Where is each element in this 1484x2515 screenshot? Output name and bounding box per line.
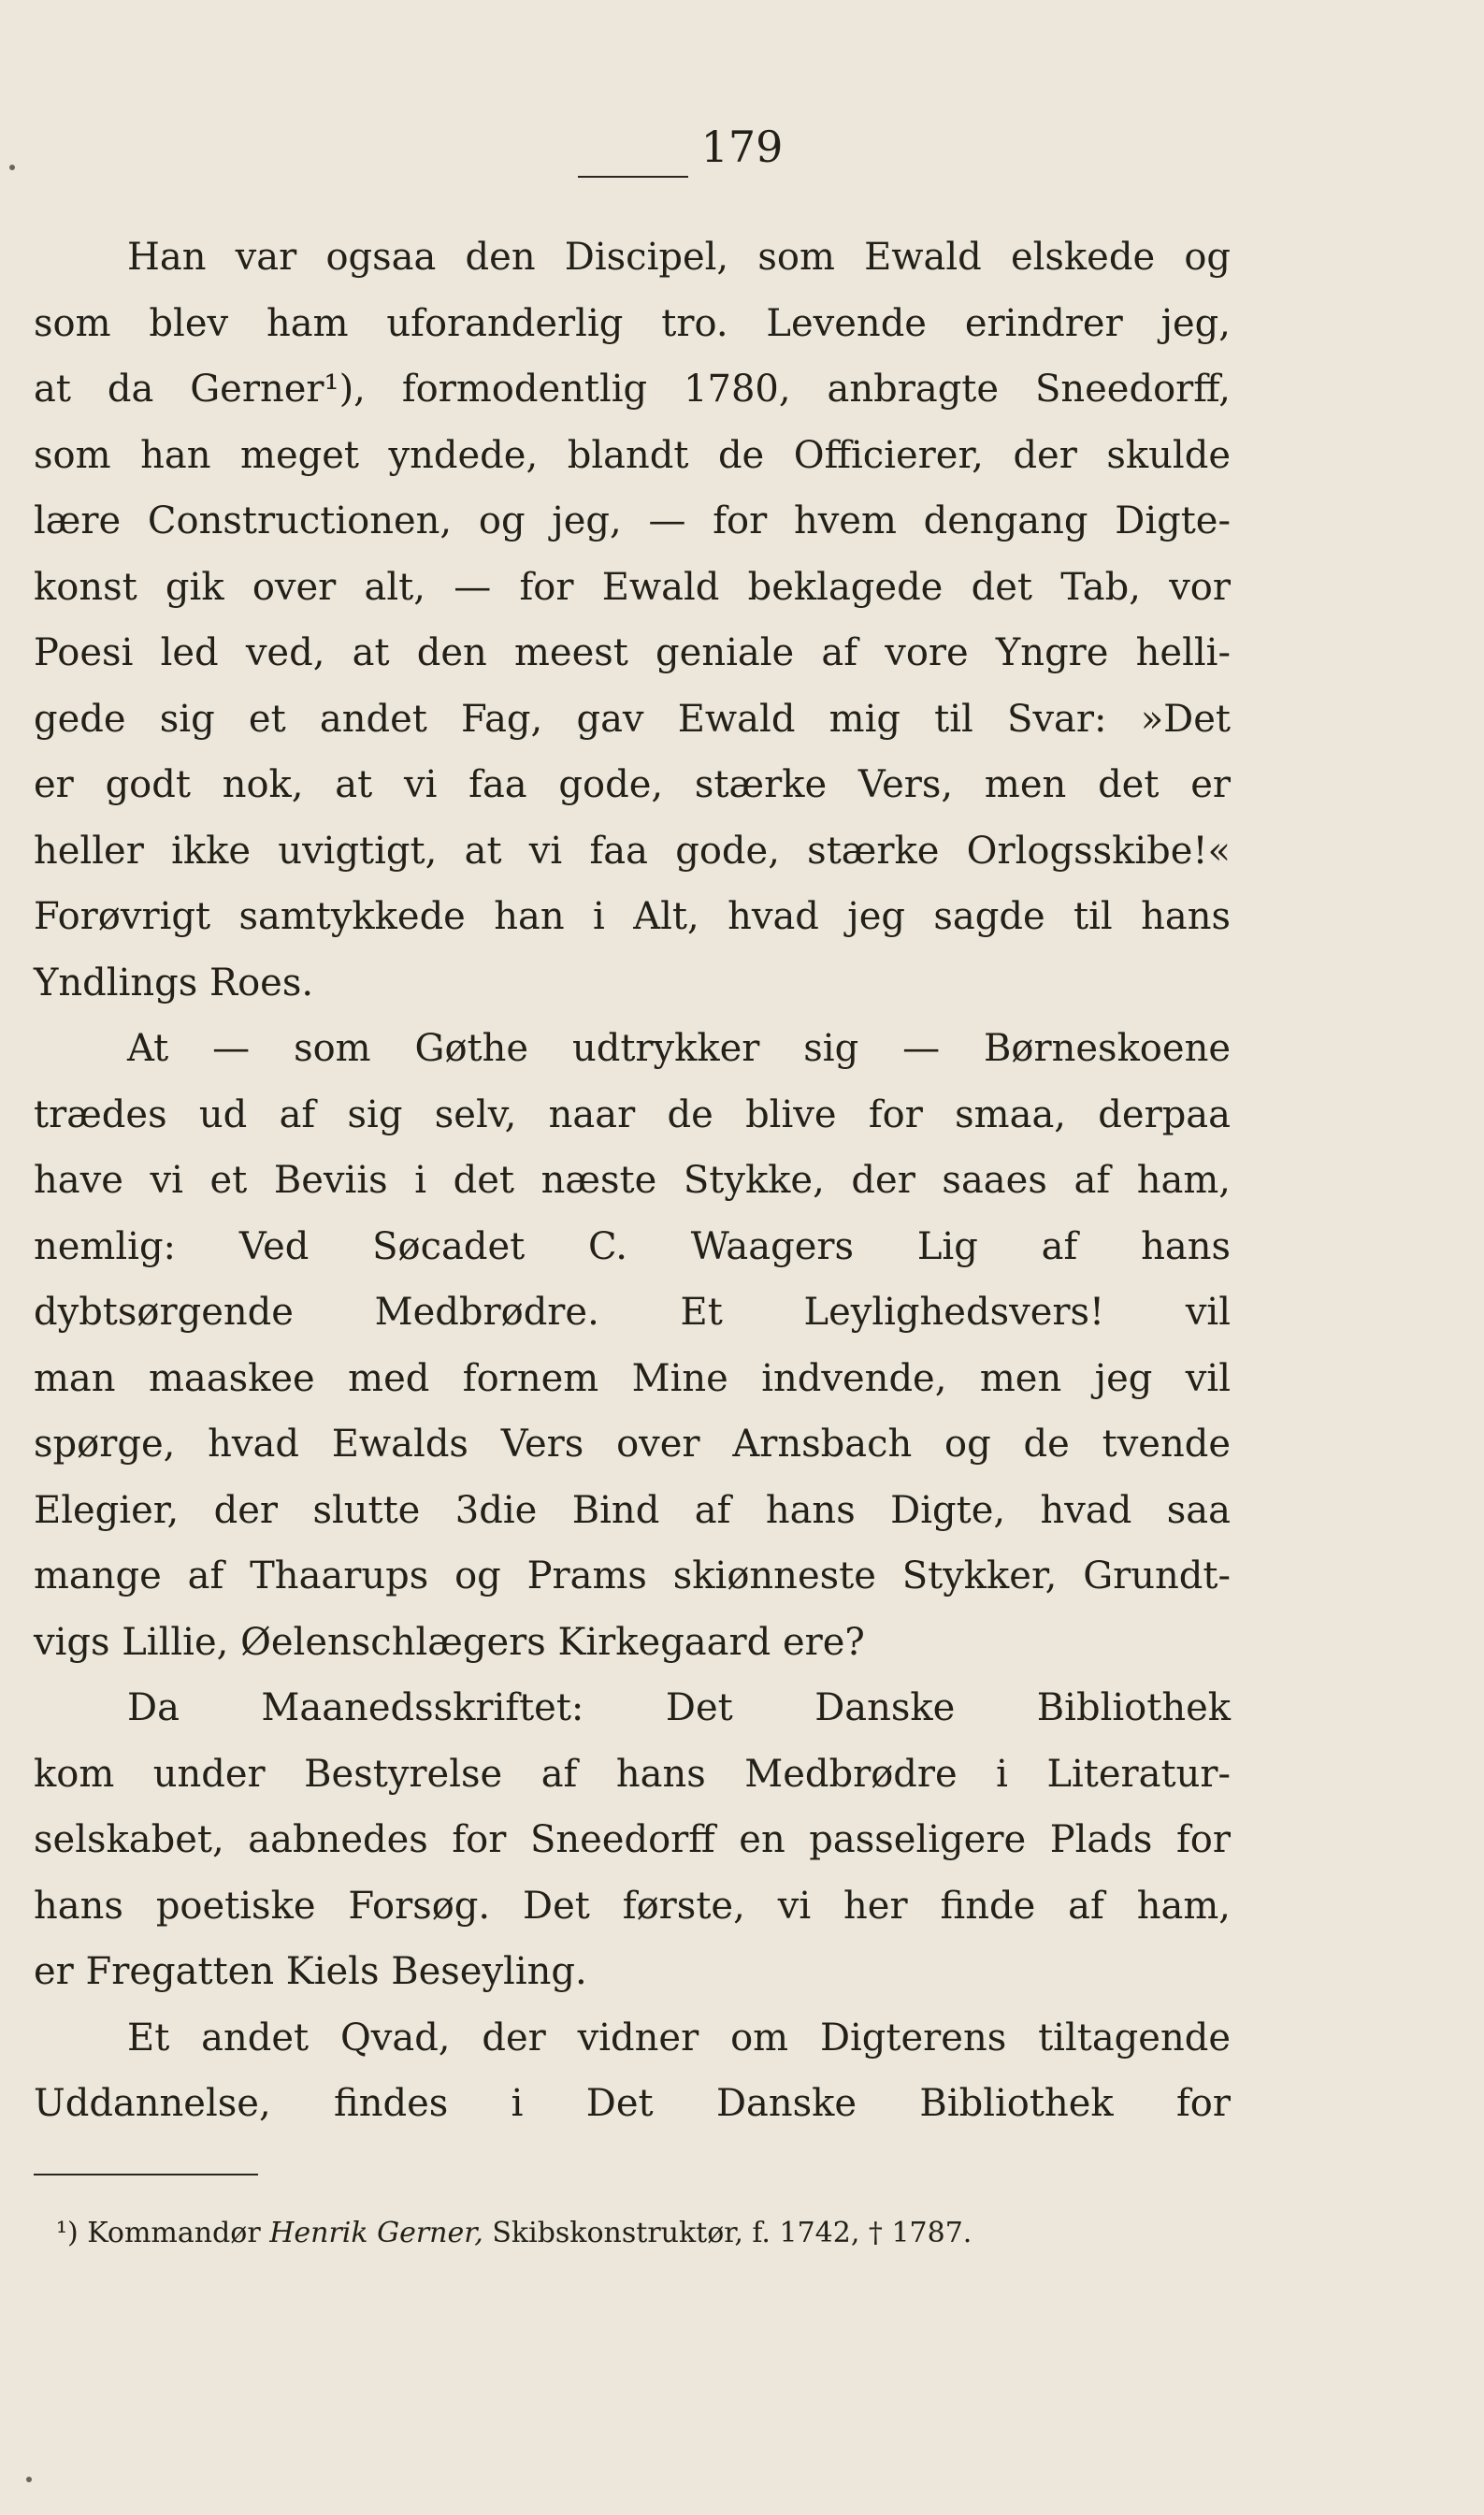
page-number: 179	[700, 122, 784, 172]
footnote-suffix: Skibskonstruktør, f. 1742, † 1787.	[492, 2217, 973, 2249]
text-line: konst gik over alt, — for Ewald beklagede det Tab, vor	[34, 565, 1231, 609]
text-line: man maaskee med fornem Mine indvende, men jeg vil	[34, 1356, 1231, 1400]
text-line: Forøvrigt samtykkede han i Alt, hvad jeg sagde til hans	[34, 895, 1231, 938]
text-line: vigs Lillie, Øelenschlægers Kirkegaard ere?	[34, 1620, 865, 1664]
footnote	[56, 2217, 972, 2249]
text-line: Uddannelse, findes i Det Danske Bibliothek for	[34, 2082, 1231, 2125]
page-number-rule	[578, 176, 688, 178]
print-speck	[26, 2477, 32, 2482]
text-line: som han meget yndede, blandt de Officierer, der skulde	[34, 433, 1231, 477]
text-line: nemlig: Ved Søcadet C. Waagers Lig af hans	[34, 1224, 1231, 1268]
footnote-divider	[34, 2174, 258, 2175]
text-line: heller ikke uvigtigt, at vi faa gode, stærke Orlogsskibe!«	[34, 829, 1231, 873]
text-line: lære Constructionen, og jeg, — for hvem dengang Digte-	[34, 499, 1231, 542]
text-line: Han var ogsaa den Discipel, som Ewald elskede og	[127, 236, 1231, 279]
text-line: Yndlings Roes.	[34, 961, 314, 1005]
footnote-name: Henrik Gerner,	[269, 2217, 483, 2249]
text-line: have vi et Beviis i det næste Stykke, der saaes af ham,	[34, 1159, 1231, 1202]
text-line: selskabet, aabnedes for Sneedorff en passeligere Plads for	[34, 1818, 1231, 1861]
text-line: mange af Thaarups og Prams skiønneste Stykker, Grundt-	[34, 1554, 1231, 1597]
text-line: hans poetiske Forsøg. Det første, vi her finde af ham,	[34, 1884, 1231, 1928]
text-line: spørge, hvad Ewalds Vers over Arnsbach og de tvende	[34, 1423, 1231, 1466]
text-line: Et andet Qvad, der vidner om Digterens tiltagende	[127, 2016, 1231, 2060]
footnote-marker: ¹)	[56, 2217, 79, 2249]
text-line: er Fregatten Kiels Beseyling.	[34, 1950, 587, 1993]
text-line: kom under Bestyrelse af hans Medbrødre i Literatur-	[34, 1752, 1231, 1796]
text-line: At — som Gøthe udtrykker sig — Børneskoene	[127, 1027, 1231, 1070]
text-line: Elegier, der slutte 3die Bind af hans Digte, hvad saa	[34, 1488, 1231, 1532]
body-text	[34, 224, 1231, 2137]
text-line: at da Gerner¹), formodentlig 1780, anbragte Sneedorff,	[34, 368, 1231, 411]
text-line: Poesi led ved, at den meest geniale af vore Yngre helli-	[34, 631, 1231, 674]
text-line: er godt nok, at vi faa gode, stærke Vers, men det er	[34, 763, 1231, 806]
text-line: dybtsørgende Medbrødre. Et Leylighedsvers! vil	[34, 1291, 1231, 1334]
text-line: gede sig et andet Fag, gav Ewald mig til Svar: »Det	[34, 697, 1231, 741]
print-speck	[9, 165, 15, 170]
text-line: trædes ud af sig selv, naar de blive for smaa, derpaa	[34, 1092, 1231, 1136]
text-line: som blev ham uforanderlig tro. Levende erindrer jeg,	[34, 301, 1231, 345]
text-line: Da Maanedsskriftet: Det Danske Bibliothek	[127, 1686, 1231, 1729]
footnote-prefix: Kommandør	[87, 2217, 261, 2249]
